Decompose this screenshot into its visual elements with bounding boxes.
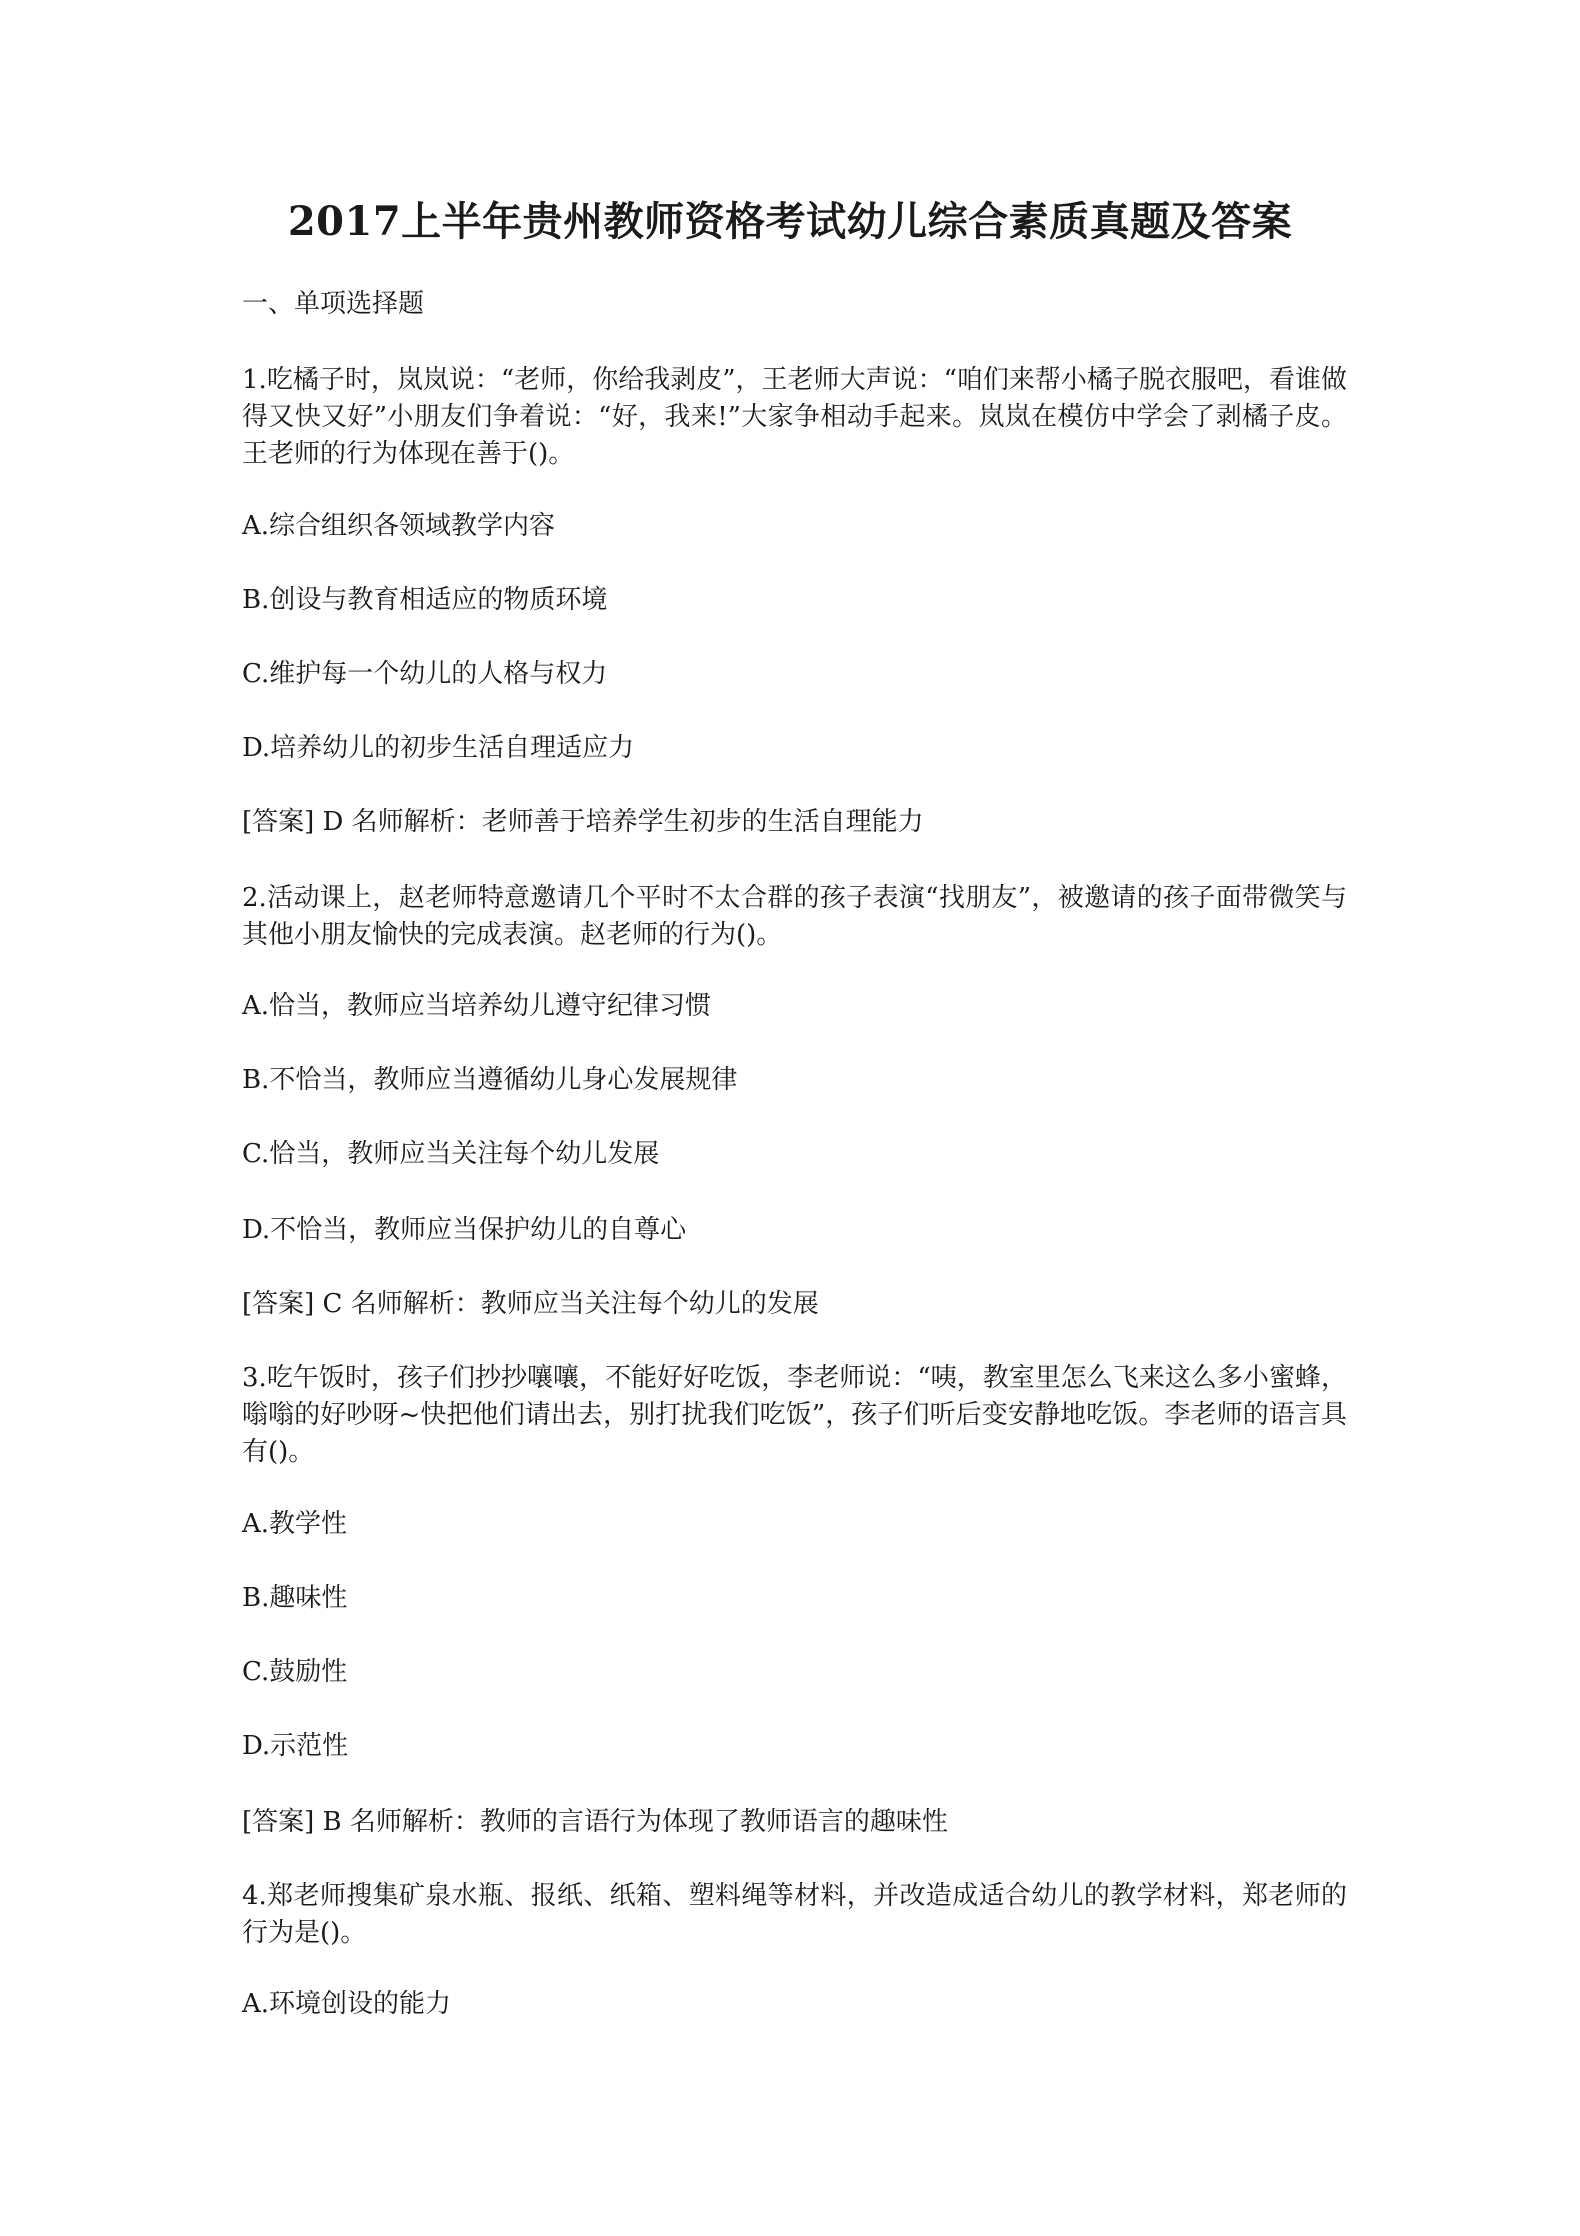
option-item: B.不恰当，教师应当遵循幼儿身心发展规律 bbox=[242, 1065, 738, 1095]
answer-line: [答案] D 名师解析：老师善于培养学生初步的生活自理能力 bbox=[242, 807, 924, 837]
option-item: C.维护每一个幼儿的人格与权力 bbox=[242, 659, 608, 689]
option-item: A.综合组织各领域教学内容 bbox=[242, 511, 556, 541]
answer-line: [答案] C 名师解析：教师应当关注每个幼儿的发展 bbox=[242, 1289, 819, 1319]
option-item: A.恰当，教师应当培养幼儿遵守纪律习惯 bbox=[242, 991, 712, 1021]
option-item: C.恰当，教师应当关注每个幼儿发展 bbox=[242, 1139, 660, 1169]
option-item: D.培养幼儿的初步生活自理适应力 bbox=[242, 733, 635, 763]
option-item: A.教学性 bbox=[242, 1509, 348, 1539]
option-item: B.创设与教育相适应的物质环境 bbox=[242, 585, 608, 615]
question-stem: 4.郑老师搜集矿泉水瓶、报纸、纸箱、塑料绳等材料，并改造成适合幼儿的教学材料，郑老师的行为是()。 bbox=[242, 1881, 1347, 1948]
answer-line: [答案] B 名师解析：教师的言语行为体现了教师语言的趣味性 bbox=[242, 1807, 948, 1837]
document-title: 2017上半年贵州教师资格考试幼儿综合素质真题及答案 bbox=[287, 198, 1293, 245]
option-item: D.示范性 bbox=[242, 1731, 349, 1761]
section-heading: 一、单项选择题 bbox=[242, 289, 425, 319]
option-item: C.鼓励性 bbox=[242, 1657, 348, 1687]
question-stem: 2.活动课上，赵老师特意邀请几个平时不太合群的孩子表演“找朋友”，被邀请的孩子面带微笑与其他小朋友愉快的完成表演。赵老师的行为()。 bbox=[242, 883, 1347, 950]
option-item: B.趣味性 bbox=[242, 1583, 348, 1613]
question-stem: 1.吃橘子时，岚岚说：“老师，你给我剥皮”，王老师大声说：“咱们来帮小橘子脱衣服吧，看谁做得又快又好”小朋友们争着说：“好，我来!”大家争相动手起来。岚岚在模仿中学会了剥橘子皮。王老师的行为体现在善于()。 bbox=[242, 365, 1347, 469]
option-item: A.环境创设的能力 bbox=[242, 1989, 452, 2019]
option-item: D.不恰当，教师应当保护幼儿的自尊心 bbox=[242, 1215, 687, 1245]
question-stem: 3.吃午饭时，孩子们抄抄嚷嚷，不能好好吃饭，李老师说：“咦，教室里怎么飞来这么多小蜜蜂，嗡嗡的好吵呀~快把他们请出去，别打扰我们吃饭”，孩子们听后变安静地吃饭。李老师的语言具有()。 bbox=[242, 1363, 1347, 1467]
